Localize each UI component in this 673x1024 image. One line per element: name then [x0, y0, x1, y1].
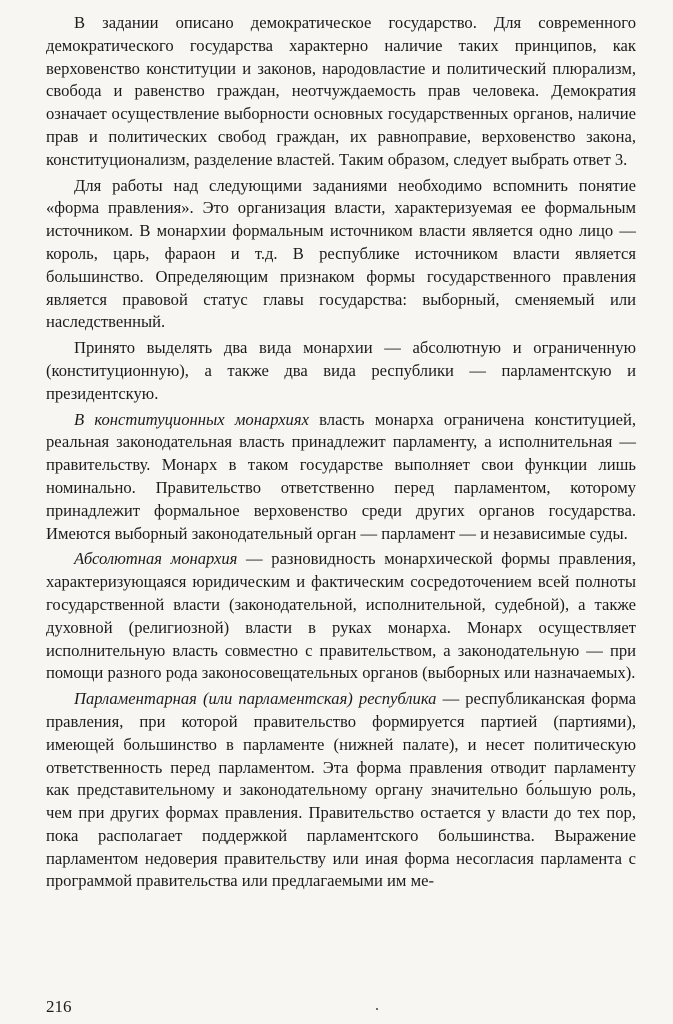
- paragraph-monarchy-republic-types: [46, 337, 636, 405]
- paragraph-democracy-answer: [46, 12, 636, 172]
- term-parliamentary-republic: Парламентарная (или парламентская) республика: [74, 689, 437, 709]
- paragraph-parliamentary-republic: [46, 688, 636, 893]
- page-number: 216: [46, 997, 72, 1016]
- paragraph-absolute-monarchy: [46, 548, 636, 685]
- paragraph-constitutional-monarchy: [46, 409, 636, 546]
- book-page: [46, 12, 636, 1016]
- paragraph-text: Принято выделять два вида монархии — абсолютную и ограниченную (конституционную), а также два вида республики — парламентскую и президентскую.: [46, 338, 636, 403]
- paragraph-text: Для работы над следующими заданиями необходимо вспомнить понятие «форма правления». Это организация власти, характеризуемая ее формальным источником. В монархии формальным источником власти является одно лицо — король, царь, фараон и т.д. В республике источником власти является большинство. Определяющим признаком формы государственного правления является правовой статус главы государства: выборный, сменяемый или наследственный.: [46, 175, 636, 332]
- term-absolute-monarchy: Абсолютная монархия: [74, 549, 238, 569]
- paragraph-text: — разновидность монархической формы правления, характеризующаяся юридическим и фактическим сосредоточением всей полноты государственной власти (законодательной, исполнительной, судебной), а также духовной (религиозной) власти в руках монарха. Монарх осуществляет исполнительную власть совместно с правительством, а законодательную — при помощи разного рода законосовещательных органов (выборных или назначаемых).: [46, 549, 636, 683]
- paragraph-text: — республиканская форма правления, при которой правительство формируется партией (партиями), имеющей большинство в парламенте (нижней палате), и несет политическую ответственность перед парламентом. Эта форма правления отводит парламенту как представительному и законодательному органу значительно бо́льшую роль, чем при других формах правления. Правительство остается у власти до тех пор, пока располагает поддержкой парламентского большинства. Выражение парламентом недоверия правительству или иная форма несогласия парламента с программой правительства или предлагаемыми им ме-: [46, 689, 636, 891]
- page-text: [46, 12, 636, 893]
- paragraph-text: В задании описано демократическое государство. Для современного демократического государства характерно наличие таких принципов, как верховенство конституции и законов, народовластие и политический плюрализм, свобода и равенство граждан, неотчуждаемость прав человека. Демократия означает осуществление выборности основных государственных органов, наличие прав и политических свобод граждан, их равноправие, верховенство закона, конституционализм, разделение властей. Таким образом, следует выбрать ответ 3.: [46, 13, 636, 169]
- paragraph-text: власть монарха ограничена конституцией, реальная законодательная власть принадлежит парламенту, а исполнительная — правительству. Монарх в таком государстве выполняет свои функции лишь номинально. Правительство ответственно перед парламентом, которому принадлежит формальное верховенство среди других органов государства. Имеются выборный законодательный орган — парламент — и независимые суды.: [46, 409, 636, 543]
- print-speck: [376, 1008, 378, 1010]
- paragraph-form-of-government: [46, 175, 636, 335]
- term-constitutional-monarchies: В конституционных монархиях: [74, 409, 309, 429]
